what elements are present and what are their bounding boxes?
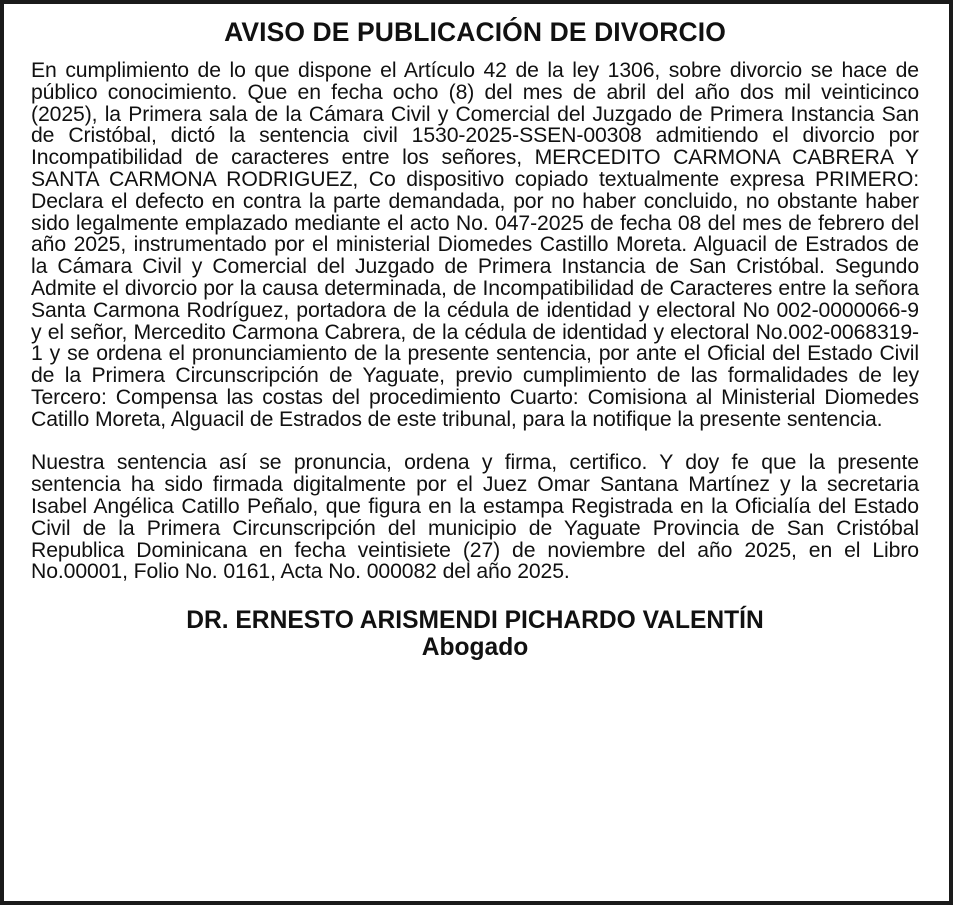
signatory-role: Abogado [421, 634, 529, 662]
signature-block [31, 607, 919, 661]
signatory-name: DR. ERNESTO ARISMENDI PICHARDO VALENTÍN [186, 607, 764, 635]
notice-title: AVISO DE PUBLICACIÓN DE DIVORCIO [224, 17, 726, 47]
notice-paragraph-sentence: En cumplimiento de lo que dispone el Artículo 42 de la ley 1306, sobre divorcio se hace de público conocimiento. Que en fecha ocho (8) del mes de abril del año dos mil veinticinco (2025), la Primera sala de la Cámara Civil y Comercial del Juzgado de Primera Instancia San de Cristóbal, dictó la sentencia civil 1530-2025-SSEN-00308 admitiendo el divorcio por Incompatibilidad de caracteres entre los señores, MERCEDITO CARMONA CABRERA Y SANTA CARMONA RODRIGUEZ, Co dispositivo copiado textualmente expresa PRIMERO: Declara el defecto en contra la parte demandada, por no haber concluido, no obstante haber sido legalmente emplazado mediante el acto No. 047-2025 de fecha 08 del mes de febrero del año 2025, instrumentado por el ministerial Diomedes Castillo Moreta. Alguacil de Estrados de la Cámara Civil y Comercial del Juzgado de Primera Instancia de San Cristóbal. Segundo Admite el divorcio por la causa determinada, de Incompatibilidad de Caracteres entre la señora Santa Carmona Rodríguez, portadora de la cédula de identidad y electoral No 002-0000066-9 y el señor, Mercedito Carmona Cabrera, de la cédula de identidad y electoral No.002-0068319-1 y se ordena el pronunciamiento de la presente sentencia, por ante el Oficial del Estado Civil de la Primera Circunscripción de Yaguate, previo cumplimiento de las formalidades de ley Tercero: Compensa las costas del procedimiento Cuarto: Comisiona al Ministerial Diomedes Catillo Moreta, Alguacil de Estrados de este tribunal, para la notifique la presente sentencia. [31, 59, 919, 431]
notice-paragraph-certification: Nuestra sentencia así se pronuncia, ordena y firma, certifico. Y doy fe que la presente sentencia ha sido firmada digitalmente por el Juez Omar Santana Martínez y la secretaria Isabel Angélica Catillo Peñalo, que figura en la estampa Registrada en la Oficialía del Estado Civil de la Primera Circunscripción del municipio de Yaguate Provincia de San Cristóbal Republica Dominicana en fecha veintisiete (27) de noviembre del año 2025, en el Libro No.00001, Folio No. 0161, Acta No. 000082 del año 2025. [31, 451, 919, 584]
